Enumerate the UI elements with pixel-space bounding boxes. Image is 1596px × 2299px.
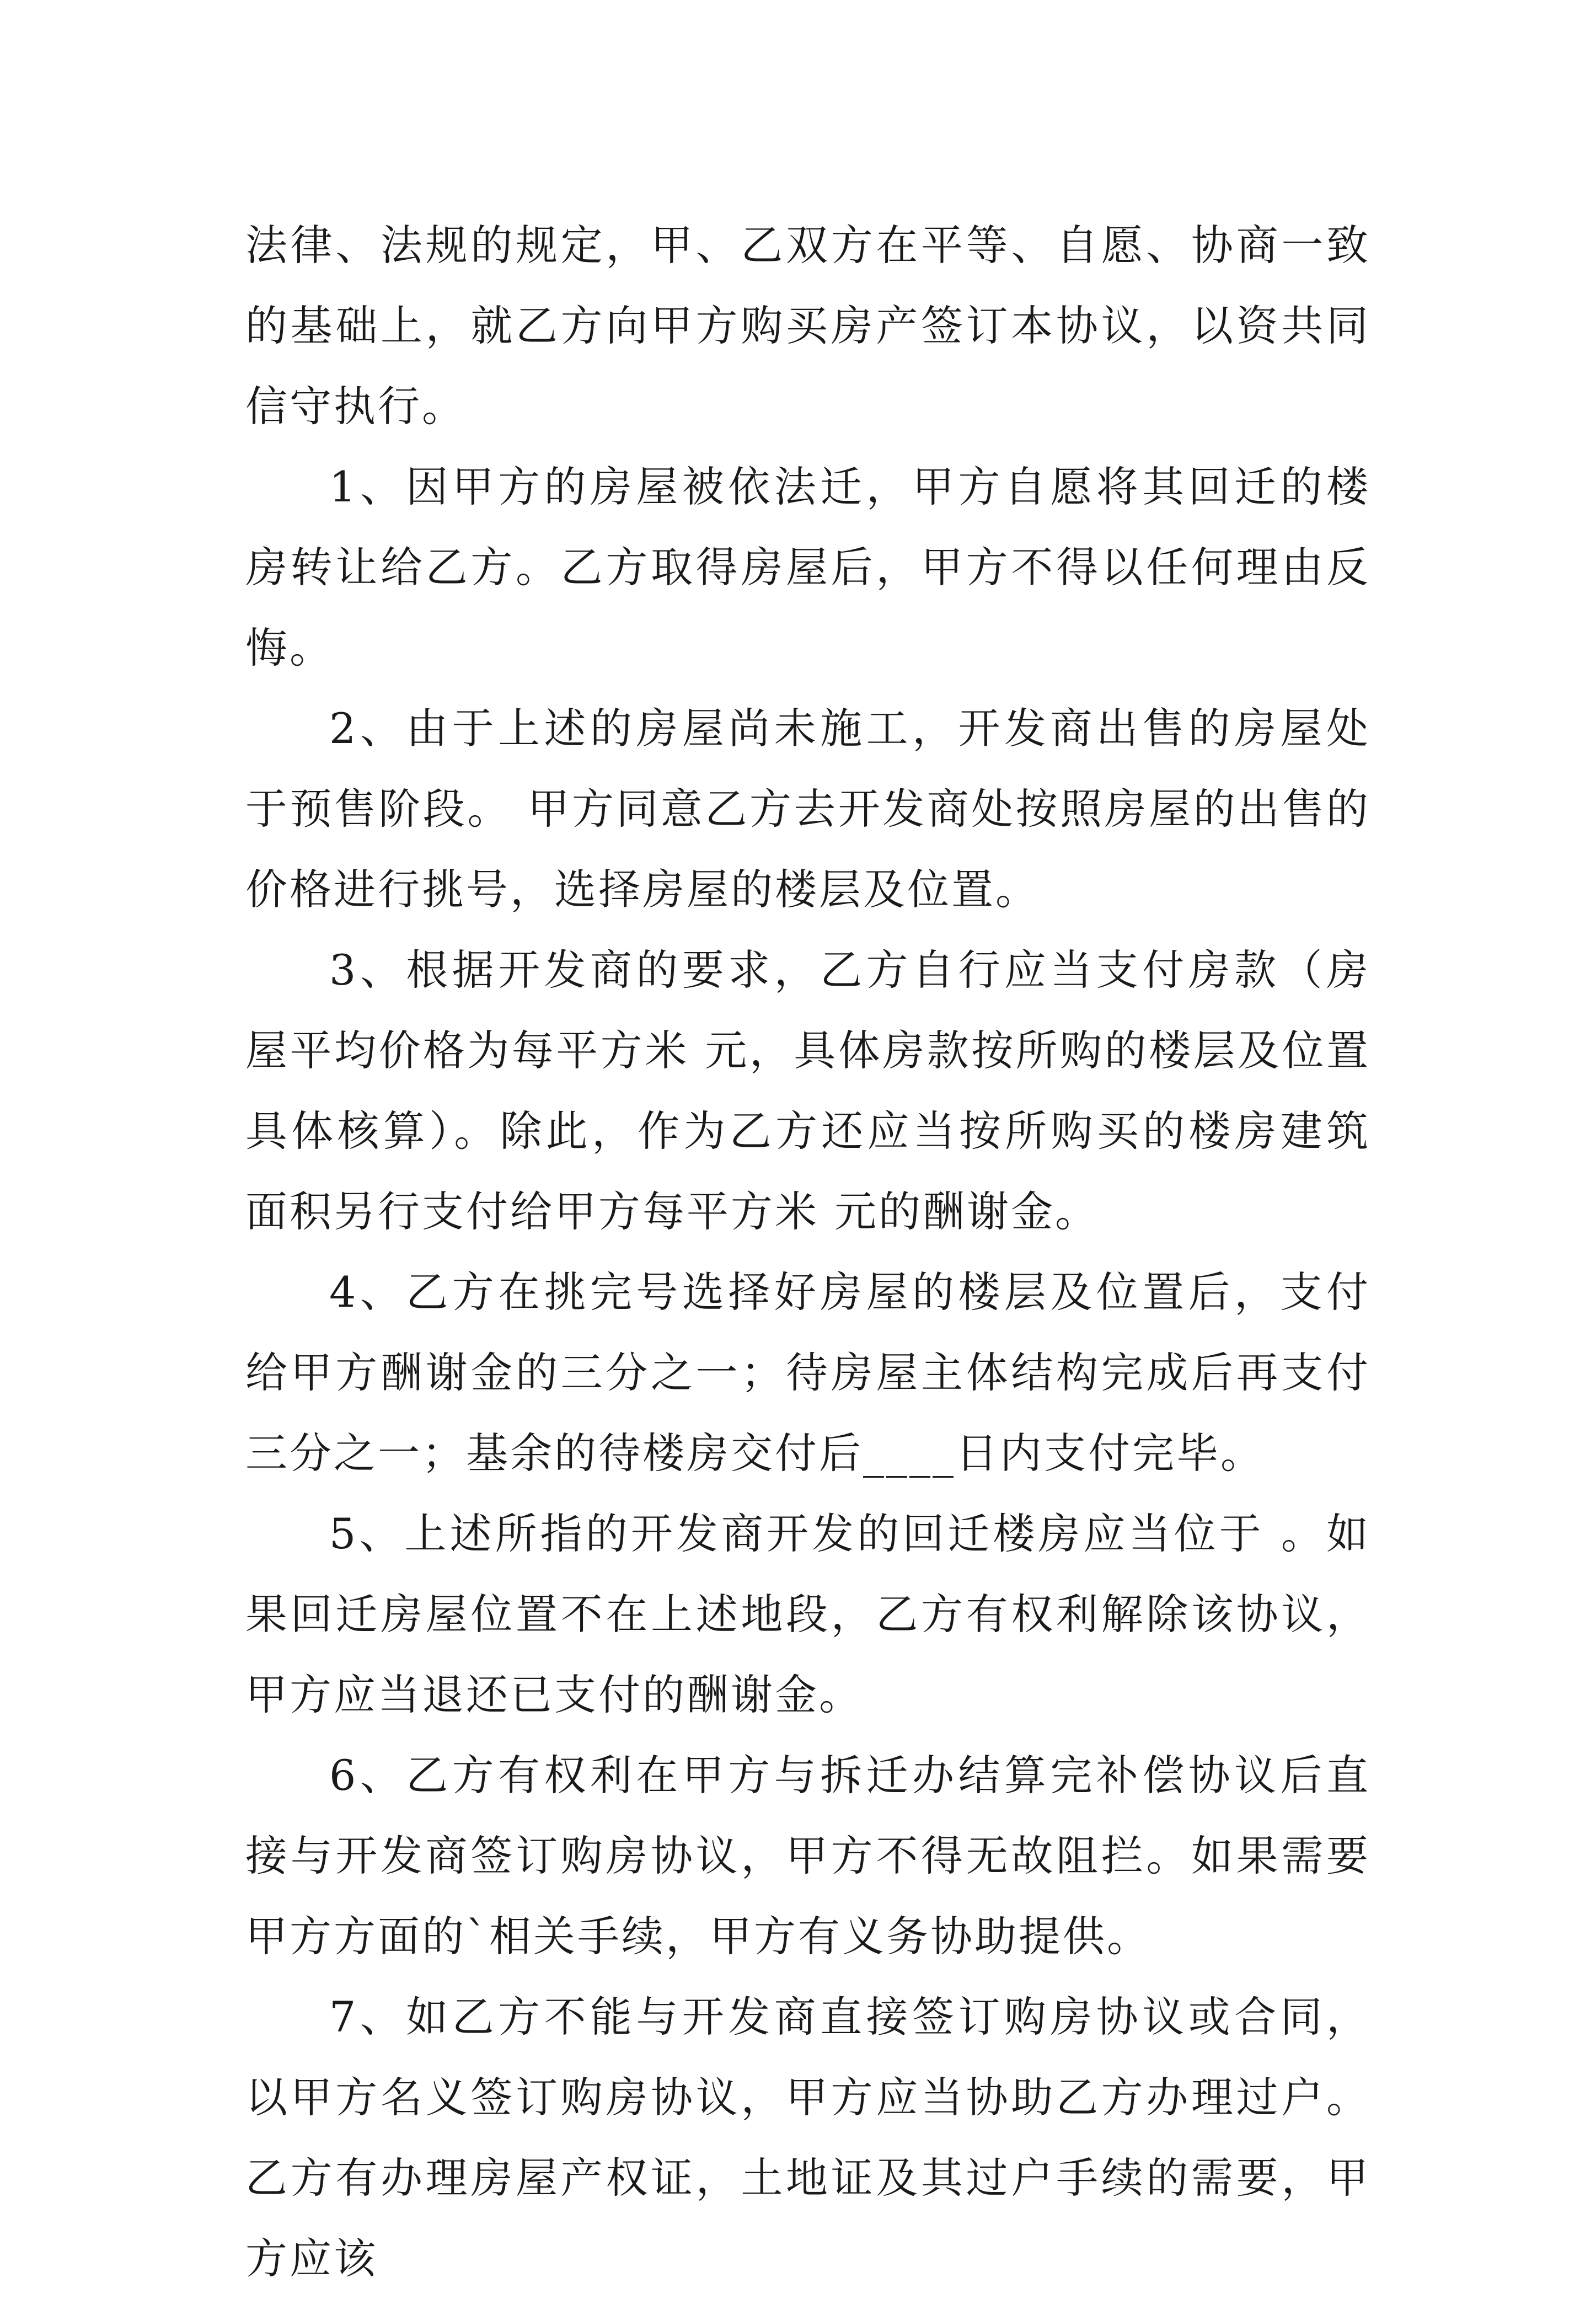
- paragraph-clause-6: 6、乙方有权利在甲方与拆迁办结算完补偿协议后直接与开发商签订购房协议，甲方不得无故阻拦。如果需要甲方方面的`相关手续，甲方有义务协助提供。: [245, 1751, 1370, 1961]
- paragraph-intro: 法律、法规的规定，甲、乙双方在平等、自愿、协商一致的基础上，就乙方向甲方购买房产签订本协议，以资共同信守执行。: [245, 221, 1370, 431]
- paragraph-clause-4: 4、乙方在挑完号选择好房屋的楼层及位置后，支付给甲方酬谢金的三分之一；待房屋主体结构完成后再支付三分之一；基余的待楼房交付后____日内支付完毕。: [245, 1268, 1370, 1478]
- paragraph-clause-5: 5、上述所指的开发商开发的回迁楼房应当位于 。如果回迁房屋位置不在上述地段，乙方有权利解除该协议，甲方应当退还已支付的酬谢金。: [245, 1509, 1370, 1719]
- paragraph-clause-2: 2、由于上述的房屋尚未施工，开发商出售的房屋处于预售阶段。 甲方同意乙方去开发商处按照房屋的出售的价格进行挑号，选择房屋的楼层及位置。: [245, 704, 1370, 914]
- document-body: [245, 205, 1370, 2299]
- paragraph-clause-3: 3、根据开发商的要求，乙方自行应当支付房款（房屋平均价格为每平方米 元，具体房款按所购的楼层及位置具体核算）。除此，作为乙方还应当按所购买的楼房建筑面积另行支付给甲方每平方米 元的酬谢金。: [245, 945, 1370, 1236]
- paragraph-clause-1: 1、因甲方的房屋被依法迁，甲方自愿将其回迁的楼房转让给乙方。乙方取得房屋后，甲方不得以任何理由反悔。: [245, 462, 1370, 672]
- paragraph-clause-7: 7、如乙方不能与开发商直接签订购房协议或合同，以甲方名义签订购房协议，甲方应当协助乙方办理过户。乙方有办理房屋产权证，土地证及其过户手续的需要，甲方应该: [245, 1992, 1370, 2283]
